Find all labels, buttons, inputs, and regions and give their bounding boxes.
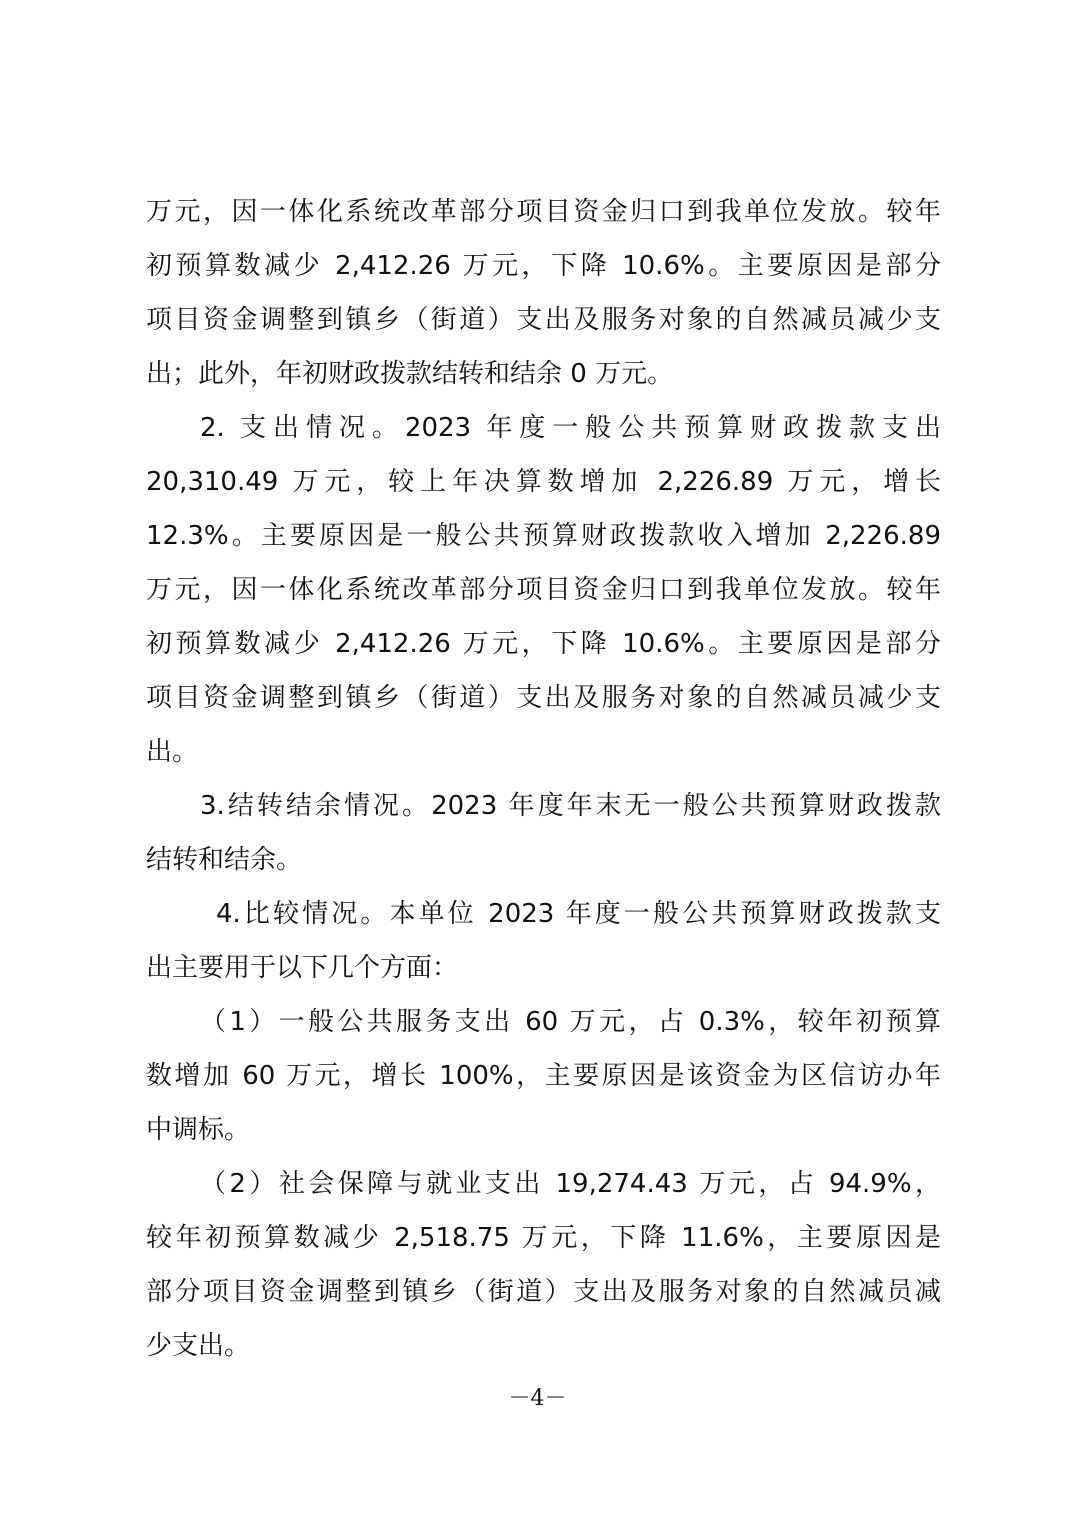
paragraph-line: 4.比较情况。本单位 2023 年度一般公共预算财政拨款支 bbox=[216, 899, 941, 929]
paragraph-line: 结转和结余。 bbox=[146, 845, 303, 875]
paragraph-line: 项目资金调整到镇乡（街道）支出及服务对象的自然减员减少支 bbox=[146, 305, 941, 335]
paragraph-line: （1）一般公共服务支出 60 万元，占 0.3%，较年初预算 bbox=[200, 1007, 941, 1037]
paragraph-line: 3.结转结余情况。2023 年度年末无一般公共预算财政拨款 bbox=[200, 791, 941, 821]
paragraph-line: 12.3%。主要原因是一般公共预算财政拨款收入增加 2,226.89 bbox=[146, 521, 941, 551]
paragraph-line: 较年初预算数减少 2,518.75 万元，下降 11.6%，主要原因是 bbox=[146, 1223, 941, 1253]
paragraph-line: 少支出。 bbox=[146, 1331, 251, 1361]
paragraph-line: 数增加 60 万元，增长 100%，主要原因是该资金为区信访办年 bbox=[146, 1061, 941, 1091]
paragraph-line: 万元，因一体化系统改革部分项目资金归口到我单位发放。较年 bbox=[146, 575, 941, 605]
paragraph-line: 万元，因一体化系统改革部分项目资金归口到我单位发放。较年 bbox=[146, 197, 941, 227]
paragraph-line: 出。 bbox=[146, 737, 199, 767]
paragraph-line: 部分项目资金调整到镇乡（街道）支出及服务对象的自然减员减 bbox=[146, 1277, 941, 1307]
paragraph-line: 中调标。 bbox=[146, 1115, 251, 1145]
paragraph-line: 出；此外，年初财政拨款结转和结余 0 万元。 bbox=[146, 359, 674, 389]
paragraph-line: 2. 支出情况。2023 年度一般公共预算财政拨款支出 bbox=[200, 413, 941, 443]
paragraph-line: 初预算数减少 2,412.26 万元，下降 10.6%。主要原因是部分 bbox=[146, 251, 941, 281]
paragraph-line: 20,310.49 万元，较上年决算数增加 2,226.89 万元，增长 bbox=[146, 467, 941, 497]
paragraph-line: 项目资金调整到镇乡（街道）支出及服务对象的自然减员减少支 bbox=[146, 683, 941, 713]
paragraph-line: 出主要用于以下几个方面： bbox=[146, 953, 459, 983]
paragraph-line: （2）社会保障与就业支出 19,274.43 万元，占 94.9%， bbox=[200, 1169, 941, 1199]
paragraph-line: 初预算数减少 2,412.26 万元，下降 10.6%。主要原因是部分 bbox=[146, 629, 941, 659]
page-number: －4－ bbox=[508, 1386, 567, 1411]
